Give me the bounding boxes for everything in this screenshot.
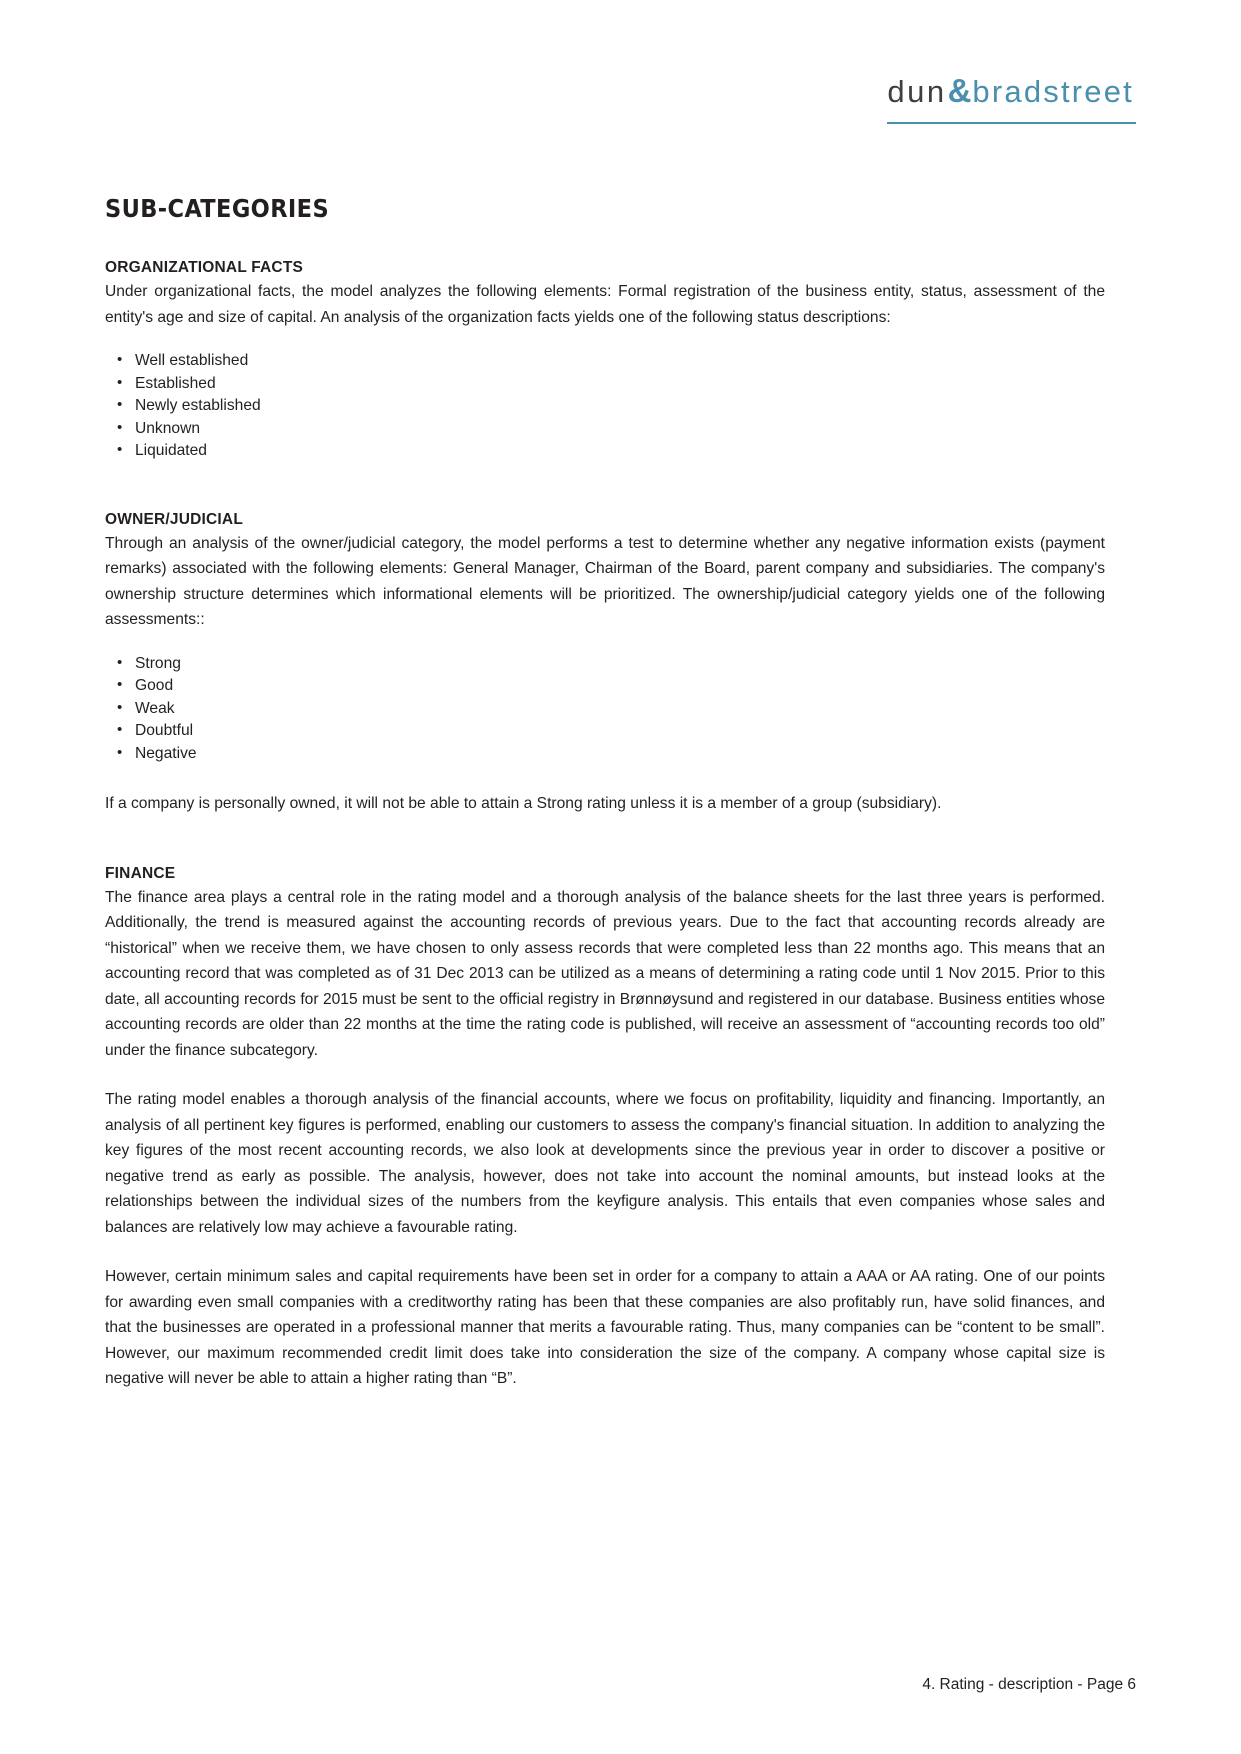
page-title: SUB-CATEGORIES xyxy=(105,194,330,223)
owner-judicial-list xyxy=(105,653,1105,766)
list-item: • Established xyxy=(105,373,1105,396)
list-item: • Good xyxy=(105,675,1105,698)
logo-text-dun: dun xyxy=(887,74,947,109)
section-heading: OWNER/JUDICIAL xyxy=(105,510,243,528)
list-item: • Negative xyxy=(105,743,1105,766)
list-item: • Doubtful xyxy=(105,720,1105,743)
section-paragraph: Through an analysis of the owner/judicial category, the model performs a test to determine whether any negative information exists (payment remarks) associated with the following elements: General Manager, Chairman of the Board, parent company and subsidiaries. The company's ownership structure determines which informational elements will be prioritized. The ownership/judicial category yields one of the following assessments:: xyxy=(105,534,1105,628)
section-owner-judicial xyxy=(105,511,1105,817)
page-header xyxy=(105,0,1136,124)
section-heading: ORGANIZATIONAL FACTS xyxy=(105,259,304,276)
list-item: • Liquidated xyxy=(105,440,1105,463)
section-paragraph-2: The rating model enables a thorough analysis of the financial accounts, where we focus on profitability, liquidity and financing. Importantly, an analysis of all pertinent key figures is performed, enabling our customers to assess the company's financial situation. In addition to analyzing the key figures of the most recent accounting records, we also look at developments since the previous year in order to discover a positive or negative trend as early as possible. The analysis, however, does not take into account the nominal amounts, but instead looks at the relationships between the individual sizes of the numbers from the keyfigure analysis. This entails that even companies whose sales and balances are relatively low may achieve a favourable rating. xyxy=(105,1091,1105,1236)
list-item: • Strong xyxy=(105,653,1105,676)
section-finance xyxy=(105,865,1105,1392)
list-item: • Unknown xyxy=(105,418,1105,441)
ampersand-icon: & xyxy=(947,72,972,109)
list-item: • Well established xyxy=(105,350,1105,373)
section-paragraph: Under organizational facts, the model analyzes the following elements: Formal registration of the business entity, status, assessment of the entity's age and size of capital. An analysis of the organization facts yields one of the following status descriptions: xyxy=(105,283,1105,326)
spacer xyxy=(105,489,1105,511)
list-item: • Weak xyxy=(105,698,1105,721)
section-heading: FINANCE xyxy=(105,864,176,882)
document-content xyxy=(105,194,1105,1392)
logo-text-bradstreet: bradstreet xyxy=(972,74,1134,109)
section-paragraph-after-list: If a company is personally owned, it will not be able to attain a Strong rating unless it is a member of a group (subsidiary). xyxy=(105,795,942,812)
section-organizational-facts xyxy=(105,259,1105,463)
spacer xyxy=(105,843,1105,865)
section-paragraph: The finance area plays a central role in the rating model and a thorough analysis of the balance sheets for the last three years is performed. Additionally, the trend is measured against the accounting records of previous years. Due to the fact that accounting records already are “historical” when we receive them, we have chosen to only assess records that were completed less than 22 months ago. This means that an accounting record that was completed as of 31 Dec 2013 can be utilized as a means of determining a rating code until 1 Nov 2015. Prior to this date, all accounting records for 2015 must be sent to the official registry in Brønnøysund and registered in our database. Business entities whose accounting records are older than 22 months at the time the rating code is published, will receive an assessment of “accounting records too old” under the finance subcategory. xyxy=(105,888,1105,1059)
section-paragraph-3: However, certain minimum sales and capital requirements have been set in order for a company to attain a AAA or AA rating. One of our points for awarding even small companies with a creditworthy rating has been that these companies are also profitably run, have solid finances, and that the businesses are operated in a professional manner that merits a favourable rating. Thus, many companies can be “content to be small”. However, our maximum recommended credit limit does take into consideration the size of the company. A company whose capital size is negative will never be able to attain a higher rating than “B”. xyxy=(105,1268,1105,1387)
organizational-facts-list xyxy=(105,350,1105,463)
list-item: • Newly established xyxy=(105,395,1105,418)
page-footer: 4. Rating - description - Page 6 xyxy=(922,1676,1136,1693)
dun-and-bradstreet-logo xyxy=(887,72,1136,124)
